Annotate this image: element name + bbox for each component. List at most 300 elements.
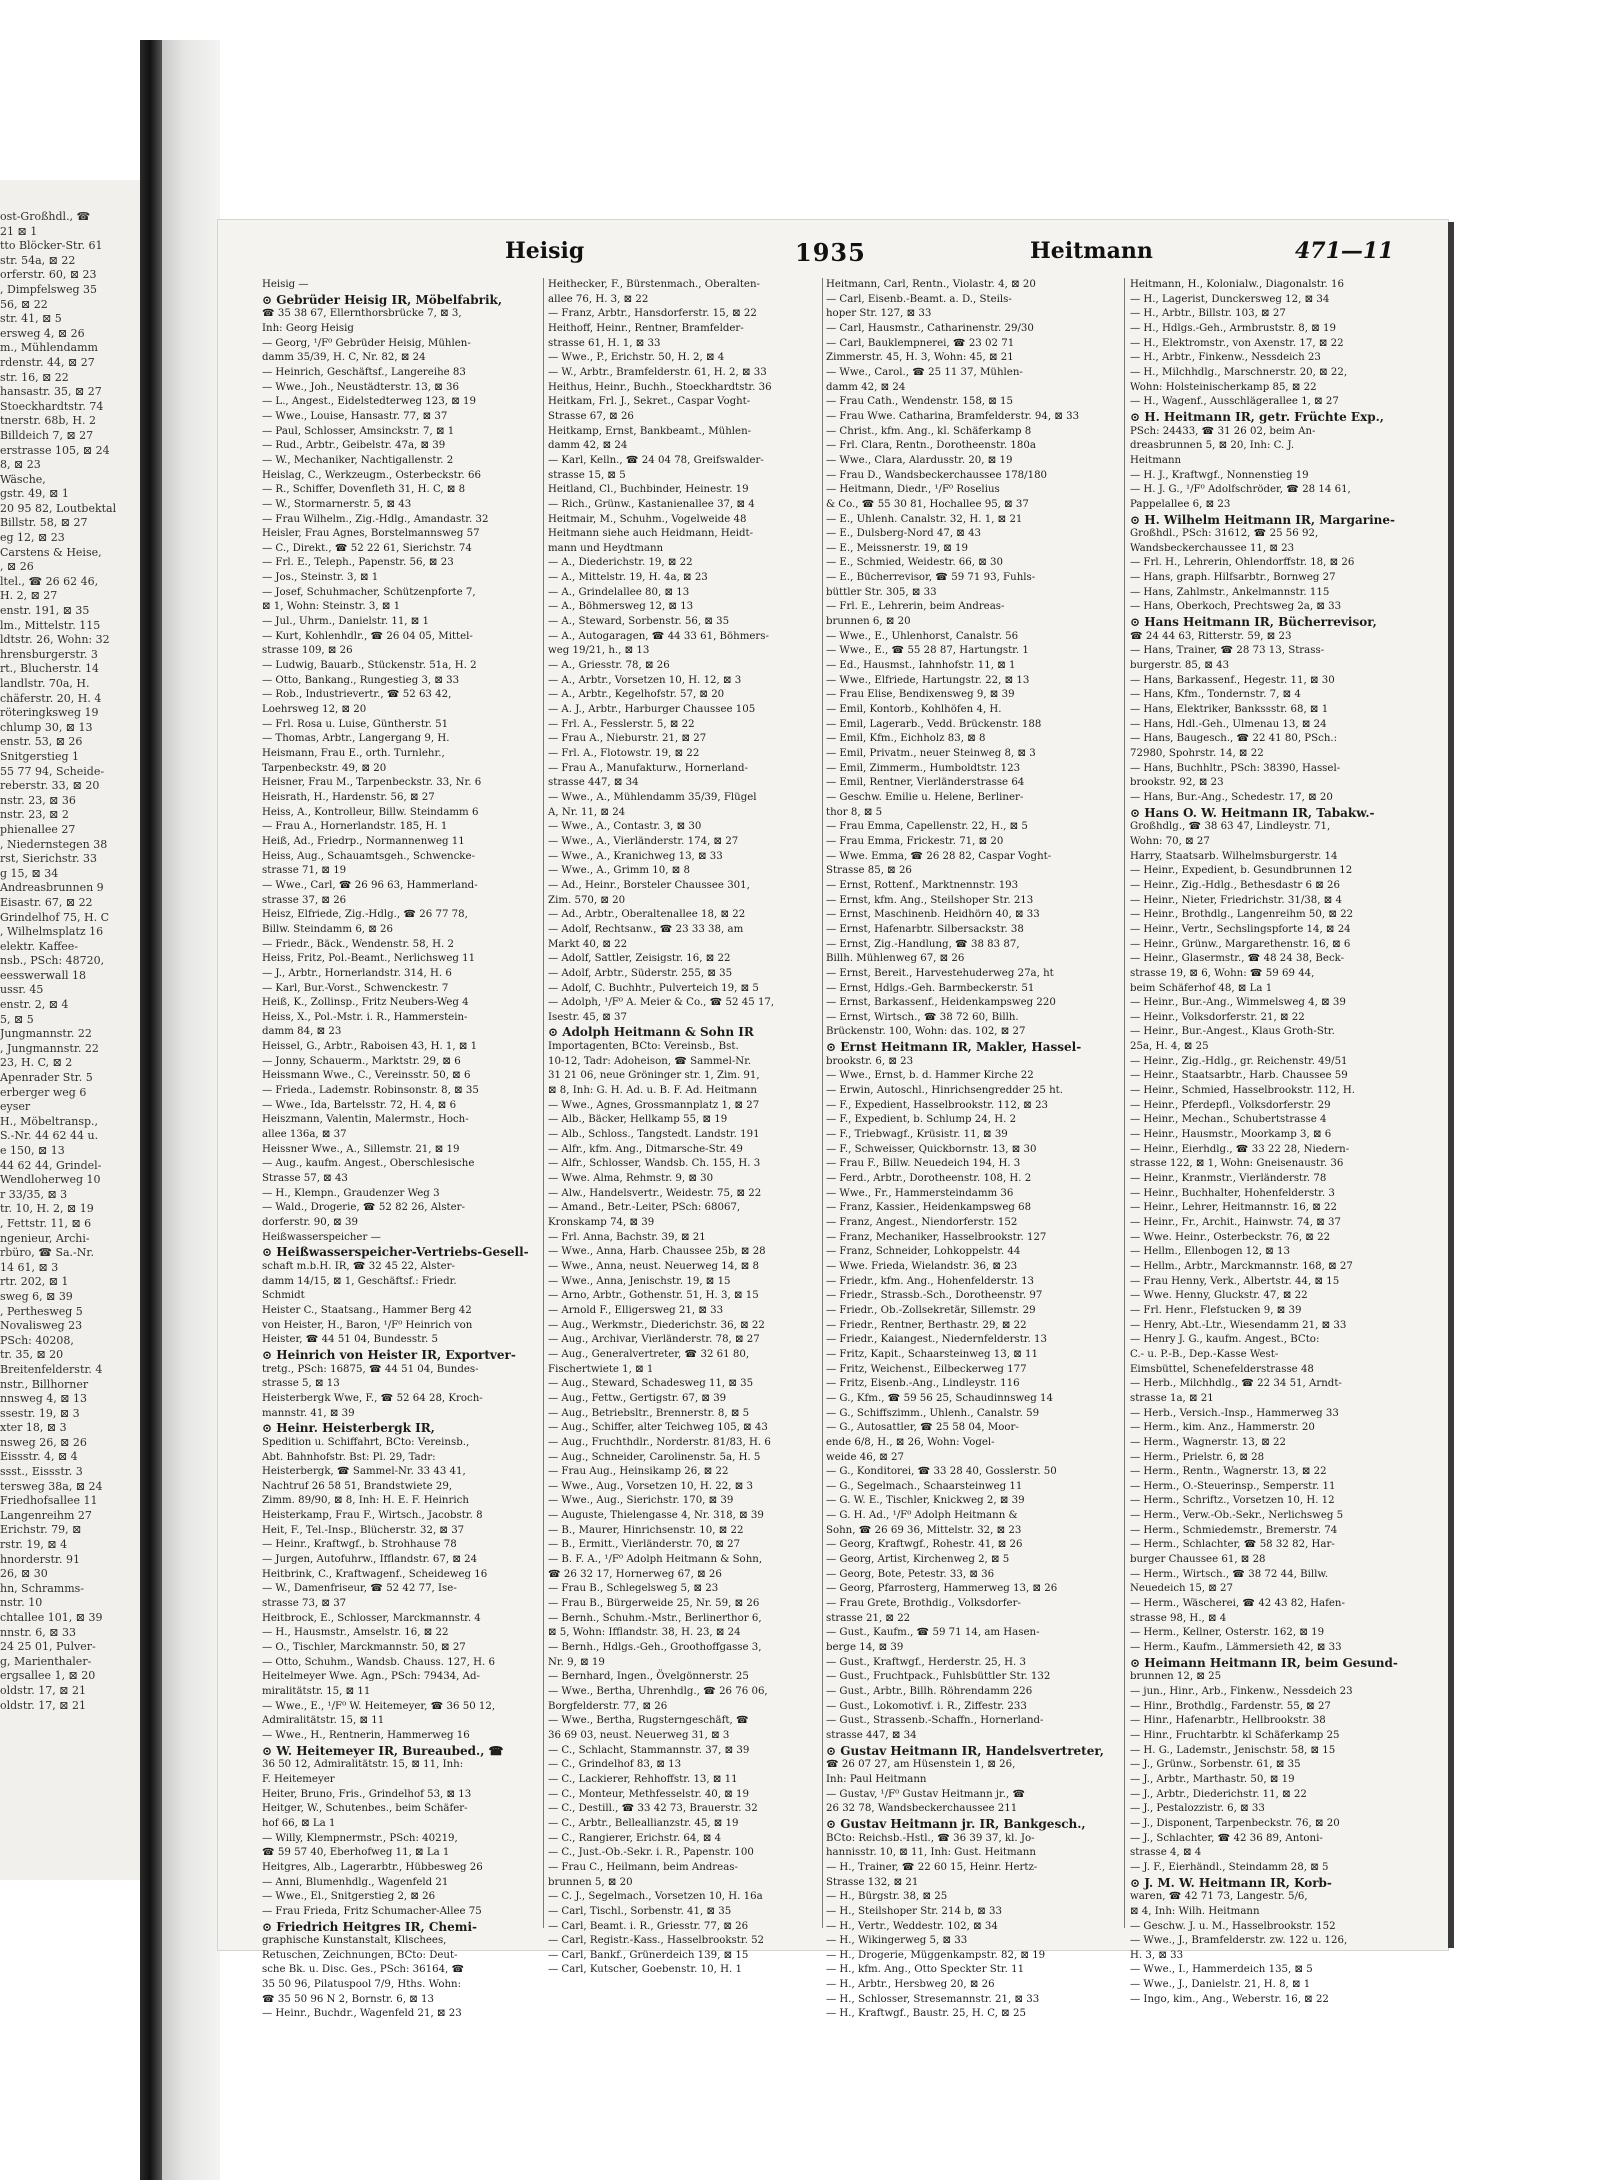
- directory-entry: — Carl, Kutscher, Goebenstr. 10, H. 1: [548, 1964, 742, 1976]
- previous-page-line: 20 95 82, Loutbektal: [0, 501, 117, 515]
- directory-entry: — Heinr., Mechan., Schubertstrasse 4: [1130, 1114, 1327, 1126]
- directory-entry: — Hellm., Ellenbogen 12, ⊠ 13: [1130, 1246, 1290, 1258]
- directory-entry: Brückenstr. 100, Wohn: das. 102, ⊠ 27: [826, 1026, 1026, 1038]
- directory-entry: — Franz, Angest., Niendorferstr. 152: [826, 1217, 1018, 1228]
- directory-entry: — J., Arbtr., Hornerlandstr. 314, H. 6: [262, 967, 452, 979]
- directory-entry: — Christ., kfm. Ang., kl. Schäferkamp 8: [826, 425, 1032, 437]
- directory-entry: — Alfr., kfm. Ang., Ditmarsche-Str. 49: [548, 1143, 743, 1155]
- previous-page-line: nsb., PSch: 48720,: [0, 954, 105, 968]
- directory-entry: — Ludwig, Bauarb., Stückenstr. 51a, H. 2: [262, 660, 477, 672]
- directory-entry: brookstr. 6, ⊠ 23: [826, 1055, 914, 1067]
- previous-page-line: Apenrader Str. 5: [0, 1071, 93, 1085]
- directory-entry: strasse 61, H. 1, ⊠ 33: [548, 337, 661, 349]
- directory-entry: — J., Disponent, Tarpenbeckstr. 76, ⊠ 20: [1130, 1817, 1340, 1829]
- directory-entry: — Adolf, Arbtr., Süderstr. 255, ⊠ 35: [548, 967, 733, 979]
- directory-entry: Heit, F., Tel.-Insp., Blücherstr. 32, ⊠ 37: [262, 1524, 465, 1536]
- directory-entry: — C., Arbtr., Belleallianzstr. 45, ⊠ 19: [548, 1817, 739, 1829]
- previous-page-line: Grindelhof 75, H. C: [0, 910, 109, 924]
- directory-entry: Wohn: 70, ⊠ 27: [1130, 835, 1210, 847]
- directory-entry: Heiss, Fritz, Pol.-Beamt., Nerlichsweg 11: [262, 953, 476, 965]
- directory-entry: PSch: 24433, ☎ 31 26 02, beim An-: [1130, 425, 1316, 437]
- directory-entry: — Hans, Baugesch., ☎ 22 41 80, PSch.:: [1130, 733, 1338, 745]
- directory-entry: — Herm., Schriftz., Vorsetzen 10, H. 12: [1130, 1495, 1335, 1507]
- binding-gutter: [162, 40, 220, 2180]
- directory-entry: — Wwe. Heinr., Osterbeckstr. 76, ⊠ 22: [1130, 1231, 1331, 1243]
- directory-entry: strasse 1a, ⊠ 21: [1130, 1392, 1214, 1404]
- directory-entry: Wohn: Holsteinischerkamp 85, ⊠ 22: [1130, 381, 1317, 393]
- directory-entry: — Emil, Zimmerm., Humboldtstr. 123: [826, 762, 1021, 774]
- directory-entry: Strasse 132, ⊠ 21: [826, 1876, 919, 1888]
- directory-entry: 26 32 78, Wandsbeckerchaussee 211: [826, 1803, 1018, 1815]
- directory-entry: — Heinr., Schmied, Hasselbrookstr. 112, H.: [1130, 1085, 1355, 1097]
- directory-entry: — Wwe., I., Hammerdeich 135, ⊠ 5: [1130, 1964, 1313, 1976]
- previous-page-line: g, Marienthaler-: [0, 1654, 92, 1668]
- directory-entry: strasse 71, ⊠ 19: [262, 865, 347, 877]
- previous-page-line: Billdeich 7, ⊠ 27: [0, 428, 94, 442]
- directory-entry: strasse 19, ⊠ 6, Wohn: ☎ 59 69 44,: [1130, 967, 1315, 979]
- directory-entry: — Heinr., Nieter, Friedrichstr. 31/38, ⊠ 4: [1130, 894, 1342, 906]
- directory-entry: — Herm., Verw.-Ob.-Sekr., Nerlichsweg 5: [1130, 1510, 1344, 1522]
- directory-entry: Neuedeich 15, ⊠ 27: [1130, 1583, 1234, 1595]
- directory-entry: Heiß, Ad., Friedrp., Normannenweg 11: [262, 835, 465, 847]
- directory-entry: — Wwe., El., Snitgerstieg 2, ⊠ 26: [262, 1891, 436, 1903]
- directory-entry: Zimmerstr. 45, H. 3, Wohn: 45, ⊠ 21: [826, 352, 1014, 364]
- directory-entry: — Friedr., Kaiangest., Niedernfelderstr. 13: [826, 1334, 1047, 1346]
- directory-entry: Harry, Staatsarb. Wilhelmsburgerstr. 14: [1130, 850, 1338, 862]
- previous-page-line: tto Blöcker-Str. 61: [0, 239, 103, 253]
- directory-entry: — Frl. Anna, Bachstr. 39, ⊠ 21: [548, 1231, 706, 1243]
- directory-entry: — Friedr., Strassb.-Sch., Dorotheenstr. 97: [826, 1290, 1043, 1302]
- directory-entry: — Aug., Generalvertreter, ☎ 32 61 80,: [548, 1348, 750, 1360]
- previous-page-line: Jungmannstr. 22: [0, 1027, 92, 1041]
- previous-page-line: hnorderstr. 91: [0, 1552, 80, 1566]
- directory-entry: strasse 109, ⊠ 26: [262, 645, 353, 657]
- directory-entry: — Frl. H., Lehrerin, Ohlendorffstr. 18, ⊠ 26: [1130, 557, 1355, 569]
- directory-entry: — Ad., Arbtr., Oberaltenallee 18, ⊠ 22: [548, 909, 746, 921]
- directory-entry: — Wwe., Anna, Jenischstr. 19, ⊠ 15: [548, 1275, 731, 1287]
- directory-entry: — Heinr., Staatsarbtr., Harb. Chaussee 59: [1130, 1070, 1348, 1082]
- firm-entry: ⊙ Hans Heitmann IR, Bücherrevisor,: [1130, 615, 1377, 630]
- directory-entry: Heiss, Aug., Schauamtsgeh., Schwencke-: [262, 850, 475, 862]
- page-edge-shadow: [1448, 222, 1454, 1948]
- directory-entry: — Frau A., Manufakturw., Hornerland-: [548, 762, 748, 774]
- directory-entry: Loehrsweg 12, ⊠ 20: [262, 704, 367, 716]
- directory-entry: weg 19/21, h., ⊠ 13: [548, 645, 650, 657]
- directory-entry: — Frau Cath., Wendenstr. 158, ⊠ 15: [826, 396, 1014, 408]
- directory-entry: — H., Trainer, ☎ 22 60 15, Heinr. Hertz-: [826, 1861, 1038, 1873]
- directory-entry: A, Nr. 11, ⊠ 24: [548, 806, 626, 818]
- directory-entry: — B., Ermitt., Vierländerstr. 70, ⊠ 27: [548, 1539, 741, 1551]
- directory-entry: — Herm., Wagnerstr. 13, ⊠ 22: [1130, 1436, 1286, 1448]
- previous-page-line: rtr. 202, ⊠ 1: [0, 1275, 69, 1289]
- directory-entry: — A., Arbtr., Vorsetzen 10, H. 12, ⊠ 3: [548, 674, 742, 686]
- previous-page-line: erberger weg 6: [0, 1085, 87, 1099]
- directory-entry: — Heinr., Vertr., Sechslingspforte 14, ⊠ 24: [1130, 923, 1351, 935]
- directory-entry: Heitelmeyer Wwe. Agn., PSch: 79434, Ad-: [262, 1671, 480, 1683]
- directory-entry: — Frau B., Schlegelsweg 5, ⊠ 23: [548, 1583, 719, 1595]
- directory-entry: — F., Triebwagf., Krüsistr. 11, ⊠ 39: [826, 1129, 1008, 1141]
- directory-entry: — Franz, Mechaniker, Hasselbrookstr. 127: [826, 1231, 1047, 1243]
- directory-entry: — Ernst, Bereit., Harvestehuderweg 27a, ht: [826, 967, 1054, 979]
- previous-page-line: landlstr. 70a, H.: [0, 677, 90, 690]
- directory-entry: Nachtruf 26 58 51, Brandstwiete 29,: [262, 1480, 453, 1492]
- previous-page-line: 24 25 01, Pulver-: [0, 1640, 96, 1654]
- directory-entry: — Herm., kim. Anz., Hammerstr. 20: [1130, 1422, 1315, 1434]
- directory-entry: waren, ☎ 42 71 73, Langestr. 5/6,: [1130, 1891, 1308, 1903]
- directory-entry: — Jos., Steinstr. 3, ⊠ 1: [262, 572, 379, 584]
- previous-page-line: PSch: 40208,: [0, 1333, 74, 1347]
- directory-entry: — H., Arbtr., Billstr. 103, ⊠ 27: [1130, 308, 1286, 320]
- directory-entry: — Heinr., Brothdlg., Langenreihm 50, ⊠ 22: [1130, 909, 1354, 921]
- directory-entry: — Wwe., Joh., Neustädterstr. 13, ⊠ 36: [262, 381, 459, 393]
- directory-entry: — B. F. A., ¹/F⁰ Adolph Heitmann & Sohn,: [548, 1554, 763, 1566]
- directory-entry: Billh. Mühlenweg 67, ⊠ 26: [826, 953, 965, 965]
- directory-entry: — E., Dulsberg-Nord 47, ⊠ 43: [826, 528, 982, 540]
- directory-entry: Heithoff, Heinr., Rentner, Bramfelder-: [548, 322, 744, 334]
- directory-entry: — Ernst, Maschinenb. Heidhörn 40, ⊠ 33: [826, 909, 1040, 921]
- directory-entry: Nr. 9, ⊠ 19: [548, 1656, 605, 1668]
- directory-entry: Heislag, C., Werkzeugm., Osterbeckstr. 66: [262, 469, 481, 481]
- directory-entry: — Franz, Schneider, Lohkoppelstr. 44: [826, 1246, 1021, 1258]
- directory-entry: — Herm., Prielstr. 6, ⊠ 28: [1130, 1451, 1265, 1463]
- directory-entry: Heiss, A., Kontrolleur, Billw. Steindamm 6: [262, 806, 479, 818]
- directory-entry: — Erwin, Autoschl., Hinrichsengredder 25 ht.: [826, 1085, 1063, 1097]
- directory-entry: — Wwe., Anna, Harb. Chaussee 25b, ⊠ 28: [548, 1246, 766, 1258]
- previous-page-line: H. 2, ⊠ 27: [0, 589, 58, 603]
- directory-entry: — Bernh., Hdlgs.-Geh., Groothoffgasse 3,: [548, 1642, 762, 1654]
- column-divider: [822, 278, 823, 1928]
- directory-entry: — Geschw. J. u. M., Hasselbrookstr. 152: [1130, 1920, 1336, 1932]
- directory-entry: büttler Str. 305, ⊠ 33: [826, 586, 937, 598]
- firm-entry: ⊙ Ernst Heitmann IR, Makler, Hassel-: [826, 1040, 1082, 1055]
- previous-page-line: eyser: [0, 1100, 31, 1114]
- previous-page-line: ldtstr. 26, Wohn: 32: [0, 633, 110, 647]
- directory-entry: — Heinr., Bur.-Ang., Wimmelsweg 4, ⊠ 39: [1130, 997, 1346, 1009]
- previous-page-line: erstrasse 105, ⊠ 24: [0, 443, 110, 457]
- directory-entry: — Herm., Kellner, Osterstr. 162, ⊠ 19: [1130, 1627, 1325, 1639]
- directory-entry: miralitätstr. 15, ⊠ 11: [262, 1686, 371, 1697]
- directory-entry: — C., Destill., ☎ 33 42 73, Brauerstr. 32: [548, 1803, 758, 1815]
- directory-entry: — G., Segelmach., Schaarsteinweg 11: [826, 1480, 1023, 1492]
- previous-page-line: , Perthesweg 5: [0, 1304, 83, 1318]
- directory-entry: — E., Bücherrevisor, ☎ 59 71 93, Fuhls-: [826, 572, 1036, 584]
- directory-entry: H. 3, ⊠ 33: [1130, 1949, 1184, 1961]
- directory-entry: — Aug., Steward, Schadesweg 11, ⊠ 35: [548, 1378, 754, 1390]
- directory-entry: — H., Hausmstr., Amselstr. 16, ⊠ 22: [262, 1627, 449, 1639]
- directory-entry: 25a, H. 4, ⊠ 25: [1130, 1041, 1209, 1053]
- previous-page-line: röteringksweg 19: [0, 706, 99, 720]
- directory-entry: — Ferd., Arbtr., Dorotheenstr. 108, H. 2: [826, 1173, 1032, 1185]
- directory-entry: — H., Elektromstr., von Axenstr. 17, ⊠ 22: [1130, 337, 1344, 349]
- directory-entry: — E., Meissnerstr. 19, ⊠ 19: [826, 542, 968, 554]
- directory-entry: — Frau Wwe. Catharina, Bramfelderstr. 94, ⊠ 33: [826, 410, 1080, 422]
- directory-entry: — Heinr., Pferdepfl., Volksdorferstr. 29: [1130, 1099, 1331, 1111]
- directory-entry: — J., Schlachter, ☎ 42 36 89, Antoni-: [1130, 1832, 1323, 1844]
- previous-page-line: rstr. 19, ⊠ 4: [0, 1538, 68, 1552]
- directory-entry: — Hans, Elektriker, Bankssstr. 68, ⊠ 1: [1130, 704, 1329, 716]
- directory-entry: — Heinr., Grünw., Margarethenstr. 16, ⊠ 6: [1130, 938, 1351, 950]
- directory-entry: brunnen 5, ⊠ 20: [548, 1876, 633, 1888]
- directory-entry: 10-12, Tadr: Adoheison, ☎ Sammel-Nr.: [548, 1055, 752, 1067]
- directory-entry: — H. J. G., ¹/F⁰ Adolfschröder, ☎ 28 14 61,: [1130, 484, 1351, 496]
- directory-entry: — Carl, Bankf., Grünerdeich 139, ⊠ 15: [548, 1949, 749, 1961]
- previous-page-line: 44 62 44, Grindel-: [0, 1158, 102, 1172]
- directory-entry: — Frau Emma, Frickestr. 71, ⊠ 20: [826, 835, 1004, 847]
- directory-entry: — Herm., O.-Steuerinsp., Semperstr. 11: [1130, 1480, 1336, 1492]
- previous-page-line: str. 41, ⊠ 5: [0, 312, 62, 326]
- directory-entry: — H., Vertr., Weddestr. 102, ⊠ 34: [826, 1920, 998, 1932]
- directory-entry: sche Bk. u. Disc. Ges., PSch: 36164, ☎: [262, 1964, 465, 1976]
- directory-entry: Heitmann siehe auch Heidmann, Heidt-: [548, 528, 754, 540]
- directory-entry: — Aug., Fruchthdlr., Norderstr. 81/83, H. 6: [548, 1436, 771, 1448]
- directory-entry: — Frau Wilhelm., Zig.-Hdlg., Amandastr. 32: [262, 513, 489, 525]
- directory-entry: — Frau Henny, Verk., Albertstr. 44, ⊠ 15: [1130, 1275, 1340, 1287]
- directory-entry: — A., Autogaragen, ☎ 44 33 61, Böhmers-: [548, 630, 769, 642]
- directory-entry: Heisler, Frau Agnes, Borstelmannsweg 57: [262, 528, 480, 540]
- directory-entry: — Rob., Industrievertr., ☎ 52 63 42,: [262, 689, 452, 701]
- directory-entry: — Otto, Bankang., Rungestieg 3, ⊠ 33: [262, 674, 460, 686]
- directory-entry: — Wwe., A., Grimm 10, ⊠ 8: [548, 865, 690, 877]
- directory-entry: Strasse 67, ⊠ 26: [548, 410, 634, 422]
- directory-entry: Heithus, Heinr., Buchh., Stoeckhardtstr. 36: [548, 381, 772, 393]
- previous-page-line: tnerstr. 68b, H. 2: [0, 414, 96, 428]
- previous-page-line: xter 18, ⊠ 3: [0, 1421, 67, 1435]
- directory-entry: — Carl, Tischl., Sorbenstr. 41, ⊠ 35: [548, 1905, 732, 1917]
- directory-entry: — H. J., Kraftwgf., Nonnenstieg 19: [1130, 469, 1309, 481]
- directory-entry: — Wwe., Aug., Vorsetzen 10, H. 22, ⊠ 3: [548, 1480, 753, 1492]
- directory-entry: — jun., Hinr., Arb., Finkenw., Nessdeich 23: [1130, 1686, 1353, 1697]
- directory-entry: Heister C., Staatsang., Hammer Berg 42: [262, 1304, 472, 1316]
- previous-page-line: str. 54a, ⊠ 22: [0, 253, 76, 267]
- directory-entry: Heister, ☎ 44 51 04, Bundesstr. 5: [262, 1334, 438, 1346]
- directory-entry: — G. H. Ad., ¹/F⁰ Adolph Heitmann &: [826, 1510, 1018, 1522]
- previous-page-line: e 150, ⊠ 13: [0, 1144, 65, 1157]
- directory-column-4: [1130, 278, 1402, 2005]
- directory-entry: — Frl. Rosa u. Luise, Güntherstr. 51: [262, 718, 449, 730]
- directory-entry: — Hans, Oberkoch, Prechtsweg 2a, ⊠ 33: [1130, 601, 1342, 613]
- directory-entry: — Franz, Kassier., Heidenkampsweg 68: [826, 1202, 1032, 1214]
- column-divider: [1124, 278, 1125, 1928]
- directory-entry: BCto: Reichsb.-Hstl., ☎ 36 39 37, kl. Jo-: [826, 1832, 1035, 1844]
- previous-page-line: ergsallee 1, ⊠ 20: [0, 1669, 96, 1683]
- previous-page-line: tersweg 38a, ⊠ 24: [0, 1479, 103, 1493]
- directory-entry: ⊠ 4, Inh: Wilh. Heitmann: [1130, 1905, 1260, 1917]
- directory-entry: — Gust., Strassenb.-Schaffn., Hornerland-: [826, 1715, 1044, 1727]
- directory-entry: damm 35/39, H. C, Nr. 82, ⊠ 24: [262, 352, 426, 364]
- previous-page-line: m., Mühlendamm: [0, 341, 98, 355]
- firm-entry: ⊙ Gustav Heitmann IR, Handelsvertreter,: [826, 1743, 1104, 1758]
- directory-entry: — G., Schiffszimm., Uhlenh., Canalstr. 59: [826, 1407, 1040, 1419]
- previous-page-line: ltel., ☎ 26 62 46,: [0, 574, 99, 588]
- directory-entry: — Emil, Lagerarb., Vedd. Brückenstr. 188: [826, 718, 1042, 730]
- directory-entry: — Bernh., Schuhm.-Mstr., Berlinerthor 6,: [548, 1612, 762, 1624]
- directory-entry: — Heinr., Expedient, b. Gesundbrunnen 12: [1130, 865, 1353, 877]
- directory-entry: — Heinrich, Geschäftsf., Langereihe 83: [262, 366, 466, 378]
- directory-entry: brunnen 6, ⊠ 20: [826, 616, 911, 628]
- directory-entry: — Wwe., Agnes, Grossmannplatz 1, ⊠ 27: [548, 1099, 760, 1111]
- previous-page-line: chlump 30, ⊠ 13: [0, 720, 93, 734]
- previous-page-line: hrensburgerstr. 3: [0, 647, 98, 661]
- directory-entry: — Carl, Eisenb.-Beamt. a. D., Steils-: [826, 293, 1012, 305]
- directory-entry: beim Schäferhof 48, ⊠ La 1: [1130, 982, 1273, 994]
- directory-entry: — Wwe., H., Rentnerin, Hammerweg 16: [262, 1729, 470, 1741]
- directory-entry: — G., Autosattler, ☎ 25 58 04, Moor-: [826, 1422, 1019, 1434]
- previous-page-line: Eissstr. 4, ⊠ 4: [0, 1450, 78, 1464]
- directory-entry: strasse 15, ⊠ 5: [548, 469, 626, 481]
- directory-entry: Heitkam, Frl. J., Sekret., Caspar Voght-: [548, 396, 751, 408]
- directory-entry: — Wwe., Clara, Alardusstr. 20, ⊠ 19: [826, 454, 1013, 466]
- directory-entry: — Wwe., E., Uhlenhorst, Canalstr. 56: [826, 630, 1019, 642]
- previous-page-line: orferstr. 60, ⊠ 23: [0, 268, 97, 282]
- directory-entry: — Heinr., Kraftwgf., b. Strohhause 78: [262, 1539, 457, 1551]
- directory-entry: — Herm., Schlachter, ☎ 58 32 82, Har-: [1130, 1539, 1335, 1551]
- directory-entry: Heitmann, Carl, Rentn., Violastr. 4, ⊠ 20: [826, 279, 1036, 290]
- directory-entry: — H., Schlosser, Stresemannstr. 21, ⊠ 33: [826, 1993, 1040, 2005]
- directory-entry: — Ad., Heinr., Borsteler Chaussee 301,: [548, 879, 750, 891]
- previous-page-line: 21 ⊠ 1: [0, 224, 38, 238]
- directory-entry: allee 136a, ⊠ 37: [262, 1129, 347, 1141]
- directory-entry: — C., Just.-Ob.-Sekr. i. R., Papenstr. 100: [548, 1847, 754, 1859]
- firm-entry: ⊙ W. Heitemeyer IR, Bureaubed., ☎: [262, 1743, 504, 1758]
- directory-entry: burger Chaussee 61, ⊠ 28: [1130, 1554, 1266, 1566]
- directory-entry: — Amand., Betr.-Leiter, PSch: 68067,: [548, 1202, 741, 1214]
- directory-entry: — Wwe., J., Danielstr. 21, H. 8, ⊠ 1: [1130, 1979, 1311, 1991]
- directory-entry: — C., Direkt., ☎ 52 22 61, Sierichstr. 74: [262, 542, 472, 554]
- directory-entry: mannstr. 41, ⊠ 39: [262, 1407, 355, 1419]
- directory-entry: — Emil, Rentner, Vierländerstrasse 64: [826, 777, 1025, 789]
- directory-entry: — Wwe., E., ¹/F⁰ W. Heitemeyer, ☎ 36 50 12,: [262, 1700, 496, 1712]
- directory-entry: — A., Diederichstr. 19, ⊠ 22: [548, 557, 693, 569]
- directory-entry: — H., Arbtr., Hersbweg 20, ⊠ 26: [826, 1979, 995, 1991]
- previous-page-line: eesswerwall 18: [0, 968, 86, 982]
- previous-page-text: [0, 210, 142, 1713]
- previous-page-line: tr. 10, H. 2, ⊠ 19: [0, 1202, 94, 1216]
- directory-entry: F. Heitemeyer: [262, 1773, 335, 1785]
- previous-page-line: g 15, ⊠ 34: [0, 866, 59, 880]
- previous-page-line: enstr. 2, ⊠ 4: [0, 998, 69, 1012]
- directory-entry: — Ernst, Barkassenf., Heidenkampsweg 220: [826, 997, 1056, 1009]
- directory-entry: — G., Kfm., ☎ 59 56 25, Schaudinnsweg 14: [826, 1392, 1053, 1404]
- previous-page-line: sweg 6, ⊠ 39: [0, 1289, 73, 1303]
- directory-entry: — Heinr., Hausmstr., Moorkamp 3, ⊠ 6: [1130, 1129, 1332, 1141]
- directory-column-3: [826, 278, 1104, 2020]
- directory-entry: 36 50 12, Admiralitätstr. 15, ⊠ 11, Inh:: [262, 1759, 464, 1771]
- previous-page-line: nnstr. 6, ⊠ 33: [0, 1625, 76, 1639]
- directory-entry: & Co., ☎ 55 30 81, Hochallee 95, ⊠ 37: [826, 498, 1029, 510]
- directory-entry: — Herb., Milchhdlg., ☎ 22 34 51, Arndt-: [1130, 1378, 1342, 1390]
- directory-entry: C.- u. P.-B., Dep.-Kasse West-: [1130, 1348, 1279, 1360]
- directory-entry: — Hans, Kfm., Tondernstr. 7, ⊠ 4: [1130, 689, 1301, 701]
- directory-entry: — H., Wikingerweg 5, ⊠ 33: [826, 1935, 968, 1947]
- directory-entry: — Carl, Beamt. i. R., Griesstr. 77, ⊠ 26: [548, 1920, 749, 1932]
- directory-entry: — Frau Emma, Capellenstr. 22, H., ⊠ 5: [826, 821, 1028, 833]
- directory-entry: Heisig —: [262, 279, 309, 290]
- column-divider: [543, 278, 544, 1928]
- previous-page-line: nstr. 10: [0, 1596, 43, 1610]
- directory-entry: brookstr. 92, ⊠ 23: [1130, 777, 1224, 789]
- directory-entry: — Aug., Werkmstr., Diederichstr. 36, ⊠ 22: [548, 1319, 765, 1331]
- header-year: 1935: [795, 238, 866, 267]
- directory-entry: — Ed., Hausmst., Iahnhofstr. 11, ⊠ 1: [826, 660, 1016, 672]
- previous-page-line: rbüro, ☎ Sa.-Nr.: [0, 1246, 94, 1260]
- directory-entry: — Georg, Pfarrosterg, Hammerweg 13, ⊠ 26: [826, 1583, 1058, 1595]
- directory-entry: — Fritz, Weichenst., Eilbeckerweg 177: [826, 1363, 1027, 1375]
- directory-entry: — Ernst, Zig.-Handlung, ☎ 38 83 87,: [826, 938, 1020, 950]
- directory-entry: Strasse 57, ⊠ 43: [262, 1173, 348, 1185]
- directory-entry: Heitkamp, Ernst, Bankbeamt., Mühlen-: [548, 425, 752, 437]
- directory-entry: — H., Steilshoper Str. 214 b, ⊠ 33: [826, 1905, 1002, 1917]
- directory-entry: — Wwe., Ida, Bartelsstr. 72, H. 4, ⊠ 6: [262, 1099, 457, 1111]
- directory-entry: — H., Lagerist, Dunckersweg 12, ⊠ 34: [1130, 293, 1330, 305]
- directory-entry: Heitbrock, E., Schlosser, Marckmannstr. 4: [262, 1612, 481, 1624]
- directory-entry: Isestr. 45, ⊠ 37: [548, 1011, 628, 1023]
- directory-entry: allee 76, H. 3, ⊠ 22: [548, 293, 649, 305]
- previous-page-line: Carstens & Heise,: [0, 545, 102, 559]
- directory-entry: strasse 5, ⊠ 13: [262, 1378, 340, 1390]
- directory-entry: 35 50 96, Pilatuspool 7/9, Hths. Wohn:: [262, 1979, 462, 1991]
- directory-entry: — F., Expedient, b. Schlump 24, H. 2: [826, 1114, 1017, 1126]
- directory-entry: — Adolf, C. Buchhtr., Pulverteich 19, ⊠ 5: [548, 982, 759, 994]
- directory-entry: — Henry J. G., kaufm. Angest., BCto:: [1130, 1334, 1320, 1346]
- firm-entry: ⊙ H. Heitmann IR, getr. Früchte Exp.,: [1130, 409, 1384, 424]
- directory-entry: — Georg, ¹/F⁰ Gebrüder Heisig, Mühlen-: [262, 337, 471, 349]
- directory-entry: — Karl, Bur.-Vorst., Schwenckestr. 7: [262, 982, 449, 994]
- directory-entry: — Wwe., Anna, neust. Neuerweg 14, ⊠ 8: [548, 1260, 759, 1272]
- directory-entry: — Heinr., Bur.-Angest., Klaus Groth-Str.: [1130, 1026, 1335, 1038]
- directory-entry: — Frau Grete, Brothdig., Volksdorfer-: [826, 1598, 1021, 1610]
- directory-entry: — Hans, Barkassenf., Hegestr. 11, ⊠ 30: [1130, 674, 1335, 686]
- directory-entry: — Heitmann, Diedr., ¹/F⁰ Roselius: [826, 484, 1000, 496]
- previous-page-line: hn, Schramms-: [0, 1581, 84, 1595]
- directory-entry: strasse 447, ⊠ 34: [826, 1729, 917, 1741]
- directory-entry: — G. W. E., Tischler, Knickweg 2, ⊠ 39: [826, 1495, 1025, 1507]
- previous-page-line: rt., Blucherstr. 14: [0, 662, 99, 676]
- directory-entry: — Herm., Kaufm., Lämmersieth 42, ⊠ 33: [1130, 1642, 1342, 1654]
- directory-entry: Heissner Wwe., A., Sillemstr. 21, ⊠ 19: [262, 1143, 460, 1155]
- directory-entry: — C., Grindelhof 83, ⊠ 13: [548, 1759, 682, 1771]
- directory-entry: Zimm. 89/90, ⊠ 8, Inh: H. E. F. Heinrich: [262, 1495, 469, 1507]
- previous-page-line: ssestr. 19, ⊠ 3: [0, 1406, 80, 1420]
- directory-entry: — Geschw. Emilie u. Helene, Berliner-: [826, 791, 1024, 803]
- directory-entry: — Henry, Abt.-Ltr., Wiesendamm 21, ⊠ 33: [1130, 1319, 1347, 1331]
- directory-entry: strasse 73, ⊠ 37: [262, 1598, 347, 1610]
- directory-entry: Heiss, X., Pol.-Mstr. i. R., Hammerstein-: [262, 1011, 468, 1023]
- directory-entry: — Wwe., Fr., Hammersteindamm 36: [826, 1187, 1014, 1199]
- directory-entry: — Frau Frieda, Fritz Schumacher-Allee 75: [262, 1905, 482, 1917]
- directory-entry: — Georg, Artist, Kirchenweg 2, ⊠ 5: [826, 1554, 1010, 1566]
- directory-entry: — Heinr., Buchhalter, Hohenfelderstr. 3: [1130, 1187, 1335, 1199]
- directory-entry: — Friedr., Bäck., Wendenstr. 58, H. 2: [262, 938, 454, 950]
- directory-entry: — Gust., Lokomotivf. i. R., Ziffestr. 233: [826, 1700, 1027, 1712]
- directory-entry: Heisner, Frau M., Tarpenbeckstr. 33, Nr. 6: [262, 777, 482, 789]
- directory-entry: — Aug., Betriebsltr., Brennerstr. 8, ⊠ 5: [548, 1407, 750, 1419]
- previous-page-line: chtallee 101, ⊠ 39: [0, 1611, 103, 1624]
- directory-entry: Heitmair, M., Schuhm., Vogelweide 48: [548, 513, 747, 525]
- directory-entry: damm 42, ⊠ 24: [548, 440, 628, 452]
- previous-page-line: , ⊠ 26: [0, 560, 34, 574]
- directory-entry: hannisstr. 10, ⊠ 11, Inh: Gust. Heitmann: [826, 1847, 1036, 1859]
- previous-page-line: Breitenfelderstr. 4: [0, 1362, 103, 1376]
- directory-entry: — A. J., Arbtr., Harburger Chaussee 105: [548, 704, 756, 716]
- directory-entry: — H., Bürgstr. 38, ⊠ 25: [826, 1891, 948, 1903]
- previous-page-line: S.-Nr. 44 62 44 u.: [0, 1129, 99, 1143]
- previous-page-line: Wäsche,: [0, 472, 46, 486]
- directory-entry: — Heinr., Volksdorferstr. 21, ⊠ 22: [1130, 1011, 1305, 1023]
- directory-entry: — Frau F., Billw. Neuedeich 194, H. 3: [826, 1158, 1021, 1170]
- directory-entry: — Heinr., Buchdr., Wagenfeld 21, ⊠ 23: [262, 2008, 462, 2020]
- directory-entry: Heithecker, F., Bürstenmach., Oberalten-: [548, 279, 760, 290]
- directory-entry: dorferstr. 90, ⊠ 39: [262, 1217, 358, 1228]
